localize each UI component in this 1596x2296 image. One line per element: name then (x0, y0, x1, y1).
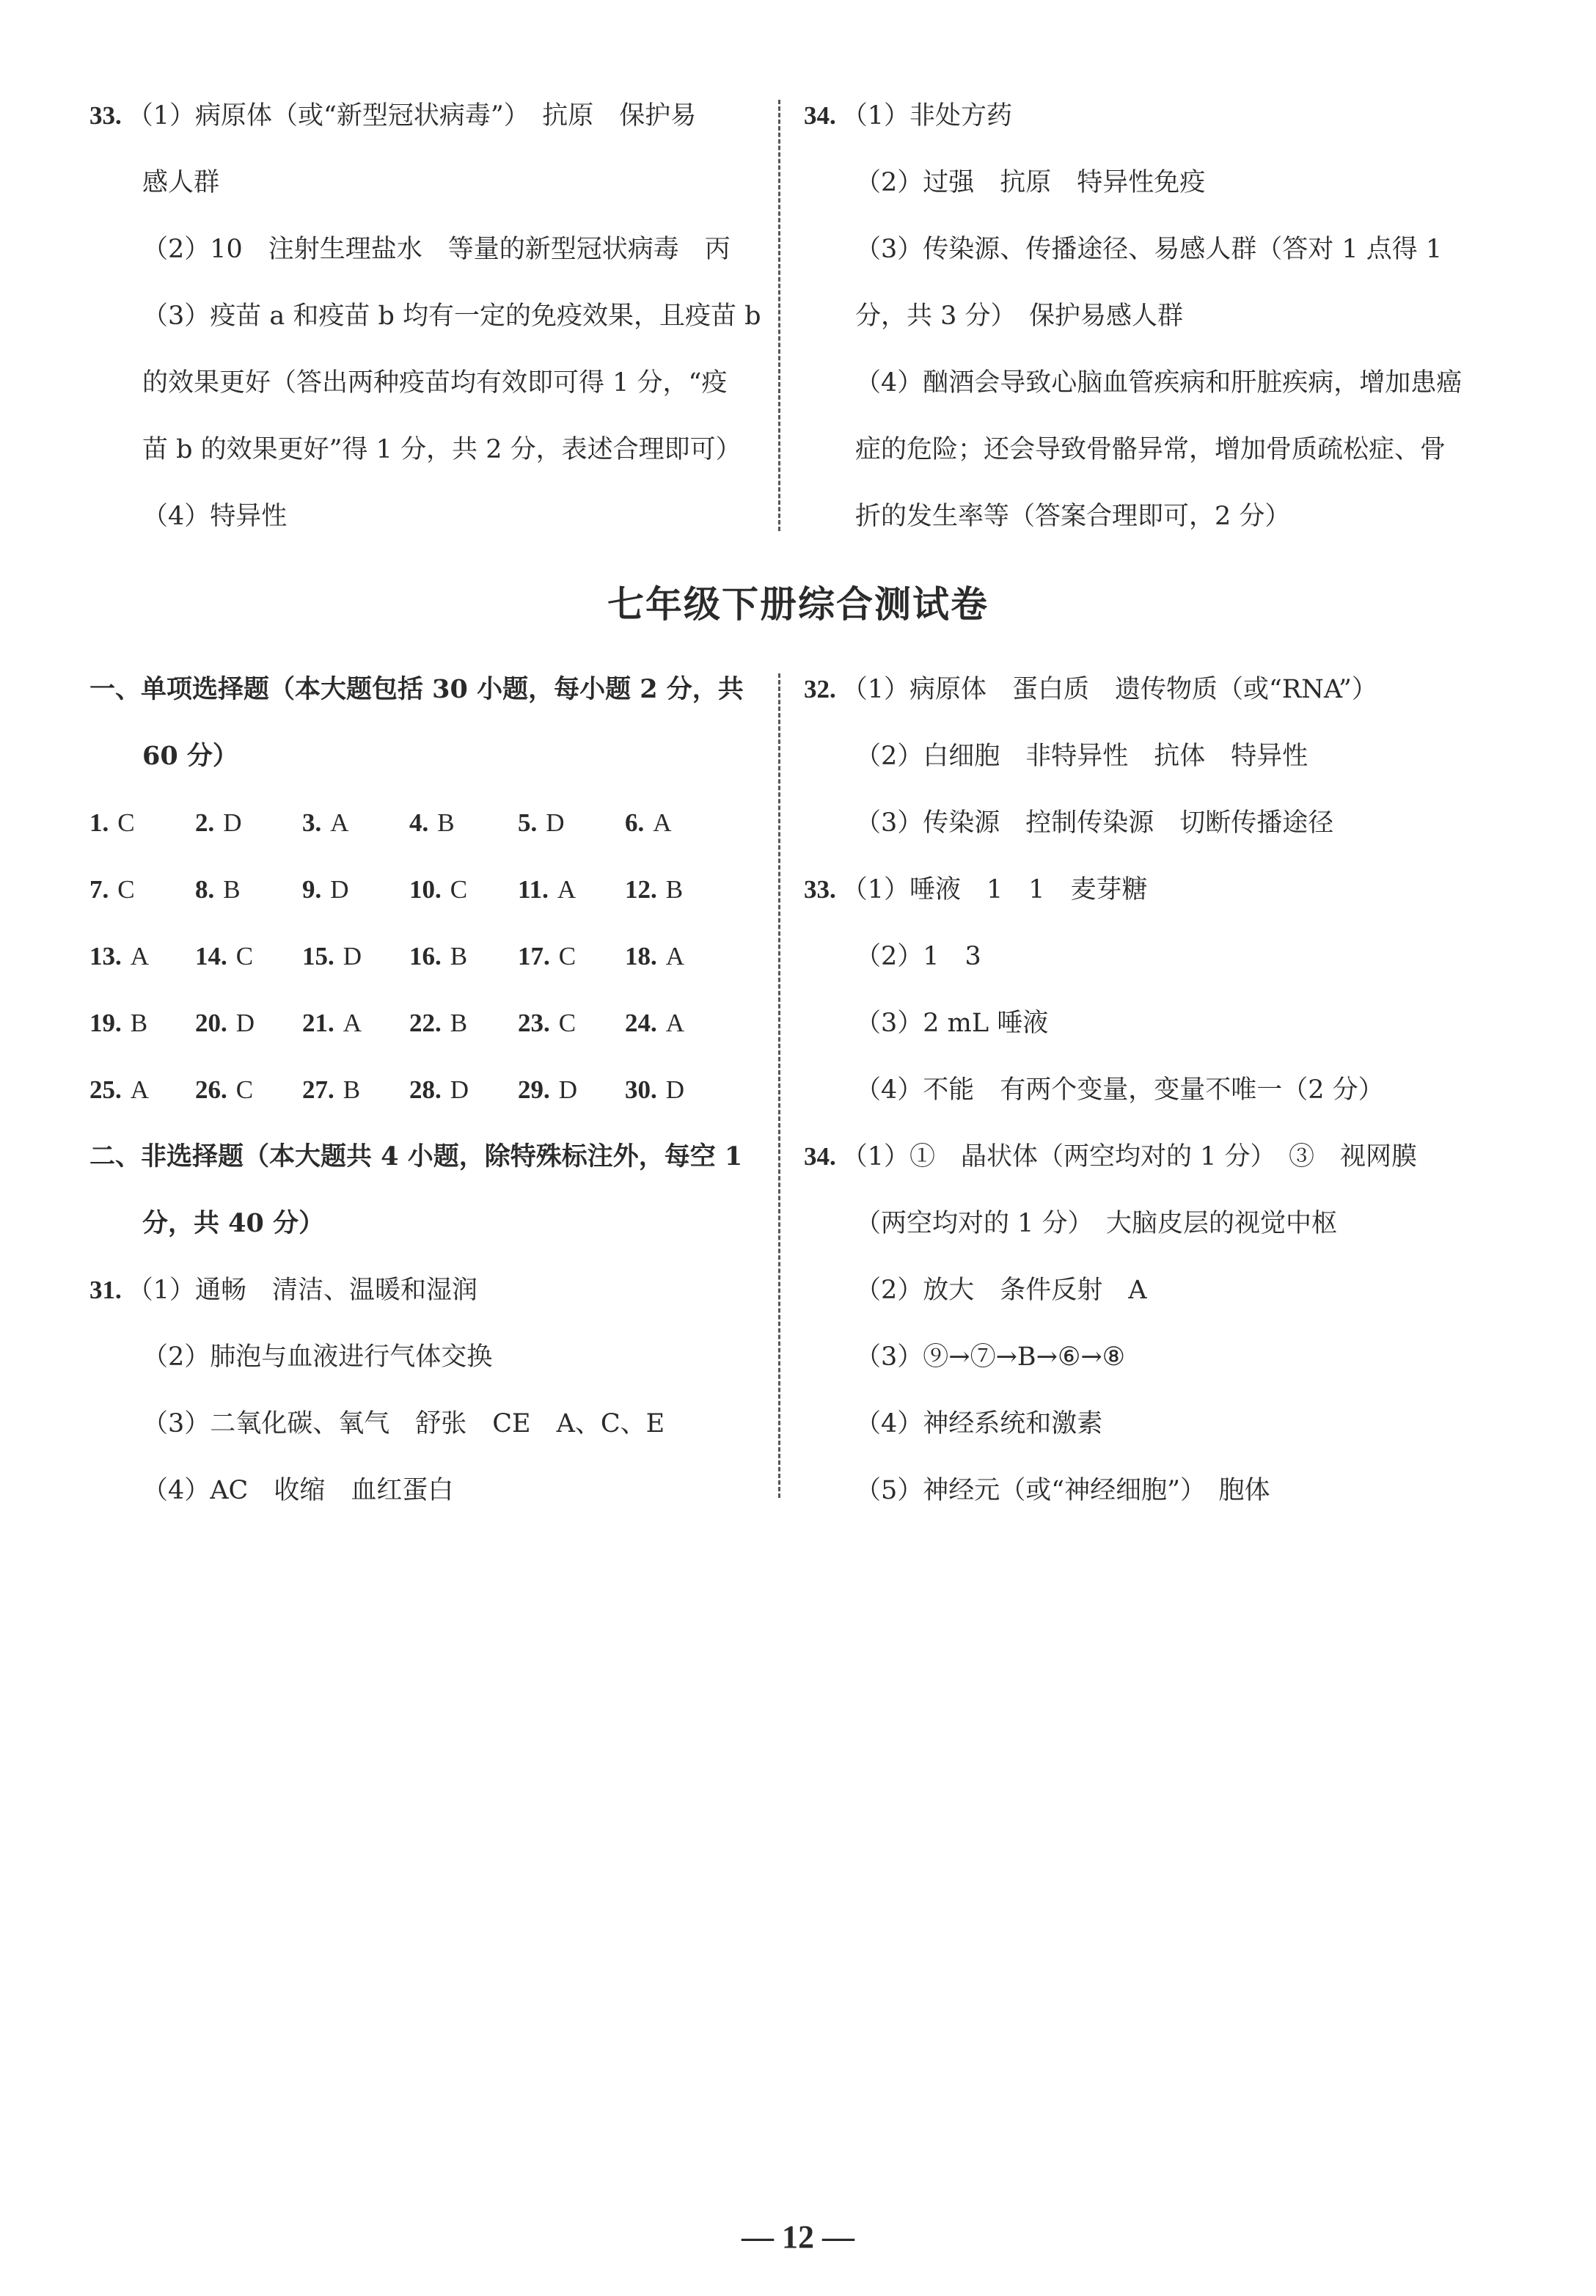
mcq-answer-grid (89, 807, 764, 1141)
mcq-answer-letter: D (665, 1075, 685, 1104)
mcq-answer (302, 807, 349, 839)
mcq-answer-letter: C (235, 942, 254, 970)
mcq-answer (302, 1007, 362, 1039)
mcq-answer (625, 1074, 684, 1106)
mcq-answer (409, 940, 467, 973)
mcq-answer (195, 1074, 253, 1106)
mcq-answer-letter: D (450, 1075, 469, 1104)
mcq-question-number: 12. (625, 875, 657, 904)
answer-text: （1）非处方药 (841, 101, 1013, 131)
answer-text: 的效果更好（答出两种疫苗均有效即可得 1 分，“疫 (142, 368, 728, 398)
mcq-question-number: 13. (89, 942, 122, 970)
mcq-answer (409, 1074, 469, 1106)
answer-line (855, 940, 981, 973)
mcq-answer-letter: C (558, 942, 576, 970)
mcq-answer (625, 1007, 684, 1039)
mcq-question-number: 8. (195, 875, 215, 904)
mcq-row (89, 940, 764, 973)
mcq-answer-letter: D (330, 875, 349, 904)
mcq-answer-letter: B (437, 808, 455, 837)
mcq-answer-letter: C (450, 875, 468, 904)
mcq-answer (625, 807, 672, 839)
mcq-answer-letter: B (130, 1009, 148, 1037)
mcq-answer (89, 874, 135, 906)
mcq-answer-letter: B (450, 1009, 468, 1037)
answer-text: （1）唾液 1 1 麦芽糖 (841, 875, 1148, 904)
answer-line (855, 807, 1333, 839)
mcq-answer (195, 807, 242, 839)
answer-line (855, 434, 1446, 466)
answer-line (855, 1007, 1048, 1039)
mcq-question-number: 21. (302, 1009, 334, 1037)
answer-line (855, 1341, 1125, 1373)
mcq-question-number: 11. (518, 875, 549, 904)
answer-line (855, 1408, 1102, 1440)
answer-line (142, 367, 727, 399)
answer-text: （3）疫苗 a 和疫苗 b 均有一定的免疫效果，且疫苗 b (142, 301, 761, 331)
answer-text: （1）病原体 蛋白质 遗传物质（或“RNA”） (841, 675, 1377, 704)
mcq-answer-letter: C (117, 808, 135, 837)
answer-line (804, 874, 1148, 906)
question-number: 34. (804, 1142, 836, 1171)
mcq-answer (625, 940, 684, 973)
mcq-row (89, 807, 764, 839)
mcq-answer (302, 1074, 360, 1106)
answer-text: （5）神经元（或“神经细胞”） 胞体 (855, 1476, 1270, 1505)
answer-line (142, 167, 219, 199)
answer-line (142, 500, 287, 533)
mcq-answer-letter: D (235, 1009, 255, 1037)
mcq-answer (518, 1074, 577, 1106)
answer-text: 感人群 (142, 168, 220, 197)
mcq-answer-letter: A (130, 942, 150, 970)
answer-line (142, 1341, 492, 1373)
answer-text: （3）2 mL 唾液 (855, 1009, 1049, 1038)
answer-text: （3）二氧化碳、氧气 舒张 CE A、C、E (142, 1409, 665, 1438)
answer-text: （4）AC 收缩 血红蛋白 (142, 1476, 454, 1505)
mcq-answer-letter: C (558, 1009, 576, 1037)
section-title: 七年级下册综合测试卷 (607, 582, 989, 626)
answer-text: 苗 b 的效果更好”得 1 分，共 2 分，表述合理即可） (142, 435, 742, 464)
answer-line (855, 300, 1183, 332)
mcq-answer (89, 1007, 147, 1039)
section-heading: 二、非选择题（本大题共 4 小题，除特殊标注外，每空 1 (89, 1141, 743, 1171)
mcq-answer-letter: A (665, 1009, 685, 1037)
mcq-answer (195, 1007, 255, 1039)
mcq-question-number: 23. (518, 1009, 550, 1037)
mcq-answer-letter: A (130, 1075, 150, 1104)
mcq-question-number: 22. (409, 1009, 442, 1037)
answer-text: （4）神经系统和激素 (855, 1409, 1103, 1438)
mcq-answer-letter: D (546, 808, 565, 837)
answer-text: （2）过强 抗原 特异性免疫 (855, 168, 1206, 197)
mcq-row (89, 1007, 764, 1039)
mcq-answer-letter: D (223, 808, 242, 837)
mcq-answer-letter: D (343, 942, 362, 970)
question-number: 33. (804, 875, 836, 904)
answer-line (142, 300, 761, 332)
mcq-question-number: 27. (302, 1075, 334, 1104)
mcq-question-number: 30. (625, 1075, 657, 1104)
answer-line (142, 1474, 453, 1507)
mcq-answer-letter: A (665, 942, 685, 970)
answer-text: （2）肺泡与血液进行气体交换 (142, 1342, 493, 1372)
mcq-answer (518, 874, 576, 906)
mcq-question-number: 26. (195, 1075, 227, 1104)
answer-line (804, 100, 1012, 132)
answer-text: 折的发生率等（答案合理即可，2 分） (855, 502, 1291, 531)
answer-line (855, 500, 1290, 533)
answer-text: （1）通畅 清洁、温暖和湿润 (127, 1276, 478, 1305)
answer-line (804, 1141, 1417, 1173)
answer-text: （1）① 晶状体（两空均对的 1 分） ③ 视网膜 (841, 1142, 1418, 1171)
answer-text: （2）放大 条件反射 A (855, 1276, 1147, 1305)
mcq-question-number: 20. (195, 1009, 227, 1037)
mcq-answer-letter: D (558, 1075, 578, 1104)
answer-text: （3）⑨→⑦→B→⑥→⑧ (855, 1342, 1126, 1372)
question-number: 32. (804, 675, 836, 703)
mcq-question-number: 6. (625, 808, 645, 837)
answer-text: （2）白细胞 非特异性 抗体 特异性 (855, 742, 1308, 771)
answer-line (855, 1274, 1147, 1306)
mcq-answer-letter: B (343, 1075, 361, 1104)
answer-text: （1）病原体（或“新型冠状病毒”） 抗原 保护易 (127, 101, 697, 131)
mcq-answer (195, 940, 253, 973)
answer-line (142, 233, 731, 266)
answer-text: 症的危险；还会导致骨骼异常，增加骨质疏松症、骨 (855, 435, 1446, 464)
mcq-question-number: 17. (518, 942, 550, 970)
answer-text: （两空均对的 1 分） 大脑皮层的视觉中枢 (855, 1209, 1338, 1238)
mcq-answer (409, 874, 467, 906)
mcq-row (89, 874, 764, 906)
answer-line (142, 434, 742, 466)
mcq-question-number: 15. (302, 942, 334, 970)
mcq-answer (302, 940, 362, 973)
answer-line (804, 673, 1377, 706)
section-heading-continued: 60 分） (142, 741, 238, 771)
mcq-question-number: 3. (302, 808, 322, 837)
mcq-question-number: 24. (625, 1009, 657, 1037)
mcq-answer-letter: A (653, 808, 672, 837)
mcq-answer (89, 1074, 149, 1106)
answer-text: （2）1 3 (855, 942, 981, 971)
page-number: — 12 — (742, 2219, 854, 2255)
mcq-question-number: 9. (302, 875, 322, 904)
mcq-question-number: 5. (518, 808, 538, 837)
answer-line (855, 367, 1462, 399)
section-heading-continued: 分，共 40 分） (142, 1208, 325, 1238)
mcq-row (89, 1074, 764, 1106)
mcq-question-number: 7. (89, 875, 109, 904)
question-number: 34. (804, 101, 836, 130)
mcq-answer-letter: B (665, 875, 684, 904)
mcq-question-number: 16. (409, 942, 442, 970)
mcq-answer (518, 1007, 576, 1039)
answer-text: （3）传染源 控制传染源 切断传播途径 (855, 808, 1334, 838)
mcq-answer (518, 807, 565, 839)
mcq-answer (518, 940, 576, 973)
mcq-question-number: 29. (518, 1075, 550, 1104)
mcq-question-number: 1. (89, 808, 109, 837)
mcq-answer-letter: A (330, 808, 349, 837)
question-number: 33. (89, 101, 122, 130)
answer-line (855, 1474, 1270, 1507)
mcq-question-number: 25. (89, 1075, 122, 1104)
answer-line (855, 1074, 1384, 1106)
answer-text: （3）传染源、传播途径、易感人群（答对 1 点得 1 (855, 235, 1443, 264)
mcq-answer (625, 874, 683, 906)
answer-line (855, 167, 1205, 199)
answer-text: （2）10 注射生理盐水 等量的新型冠状病毒 丙 (142, 235, 731, 264)
mcq-answer-letter: A (343, 1009, 362, 1037)
mcq-answer-letter: C (117, 875, 135, 904)
mcq-answer-letter: A (557, 875, 576, 904)
question-number: 31. (89, 1276, 122, 1304)
mcq-answer-letter: B (223, 875, 241, 904)
mcq-question-number: 18. (625, 942, 657, 970)
mcq-answer (409, 1007, 467, 1039)
column-divider (778, 673, 780, 1498)
answer-line (855, 740, 1308, 772)
mcq-answer-letter: C (235, 1075, 254, 1104)
answer-line (89, 1274, 477, 1306)
mcq-question-number: 19. (89, 1009, 122, 1037)
mcq-answer (89, 807, 135, 839)
mcq-answer (89, 940, 149, 973)
mcq-question-number: 10. (409, 875, 442, 904)
answer-line (142, 1408, 665, 1440)
answer-line (89, 100, 696, 132)
answer-line (855, 1207, 1337, 1240)
mcq-answer (409, 807, 455, 839)
mcq-question-number: 4. (409, 808, 429, 837)
column-divider (778, 100, 780, 531)
answer-text: （4）特异性 (142, 502, 288, 531)
answer-text: （4）酗酒会导致心脑血管疾病和肝脏疾病，增加患癌 (855, 368, 1463, 398)
answer-line (855, 233, 1442, 266)
answer-text: （4）不能 有两个变量，变量不唯一（2 分） (855, 1075, 1384, 1105)
mcq-question-number: 28. (409, 1075, 442, 1104)
mcq-answer (195, 874, 241, 906)
section-heading: 一、单项选择题（本大题包括 30 小题，每小题 2 分，共 (89, 674, 744, 704)
answer-text: 分，共 3 分） 保护易感人群 (855, 301, 1184, 331)
mcq-question-number: 14. (195, 942, 227, 970)
mcq-question-number: 2. (195, 808, 215, 837)
mcq-answer (302, 874, 349, 906)
mcq-answer-letter: B (450, 942, 468, 970)
